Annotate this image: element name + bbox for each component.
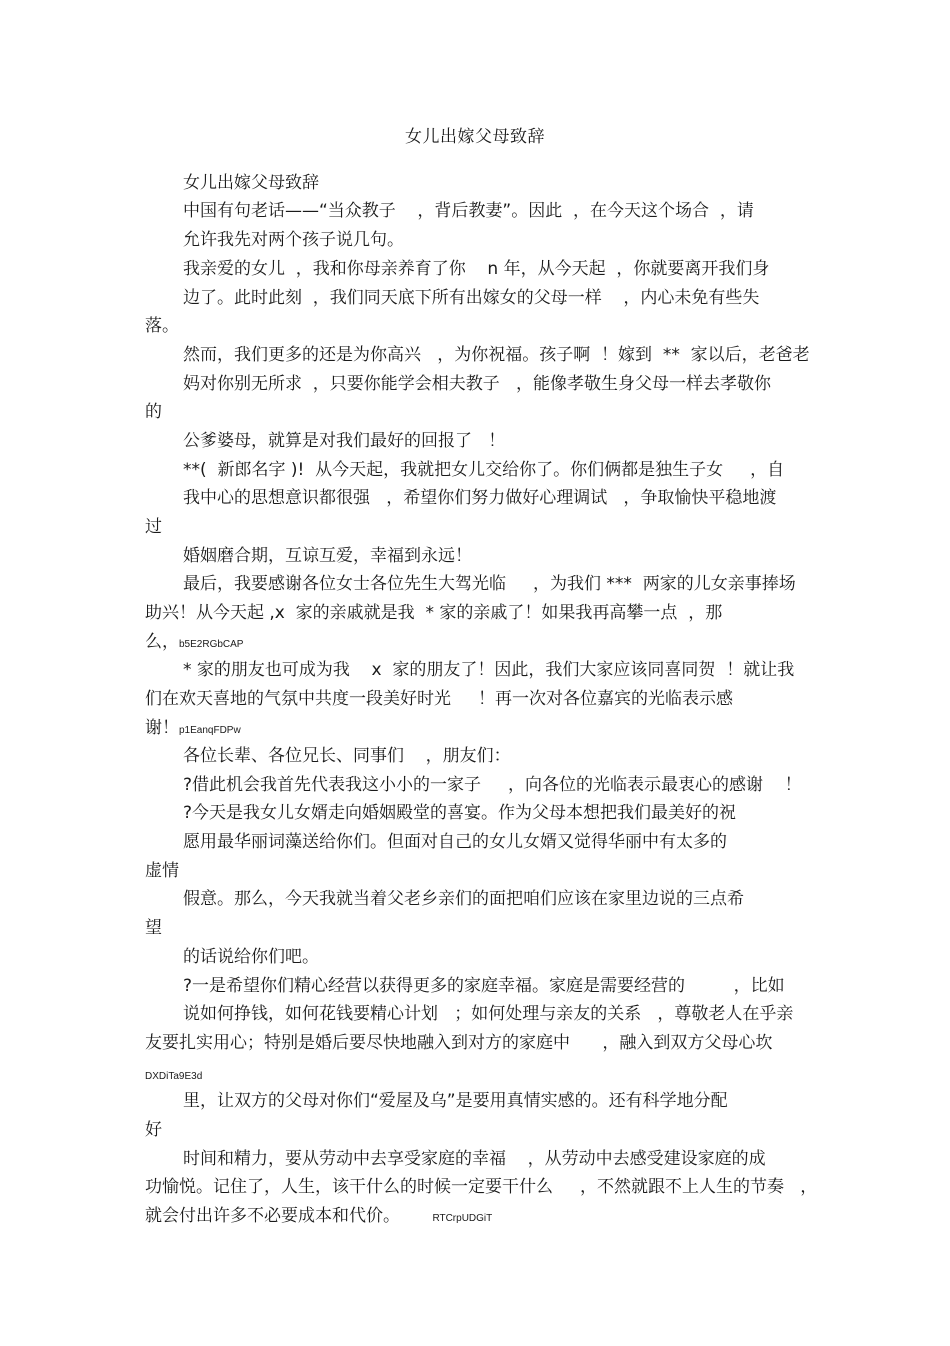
- text-line: 允许我先对两个孩子说几句。: [183, 230, 404, 250]
- watermark-code: b5E2RGbCAP: [179, 639, 244, 650]
- text-line: 功愉悦。记住了，人生，该干什么的时候一定要干什么 ，不然就跟不上人生的节奏 ，: [145, 1177, 818, 1197]
- text-line: 的话说给你们吧。: [183, 947, 319, 967]
- text-line: 时间和精力，要从劳动中去享受家庭的幸福 ，从劳动中去感受建设家庭的成: [183, 1149, 766, 1169]
- text-line: 女儿出嫁父母致辞: [183, 173, 319, 193]
- text-line: [145, 1063, 202, 1088]
- text-line: 虚情: [145, 861, 179, 881]
- text-line: 么，b5E2RGbCAP: [145, 632, 244, 652]
- text-line: 说如何挣钱，如何花钱要精心计划 ；如何处理与亲友的关系 ，尊敬老人在乎亲: [183, 1004, 794, 1024]
- text-line: 婚姻磨合期，互谅互爱，幸福到永远！: [183, 546, 472, 566]
- text-line: 好: [145, 1120, 162, 1140]
- text-line: 假意。那么，今天我就当着父老乡亲们的面把咱们应该在家里边说的三点希: [183, 889, 744, 909]
- text-line: 各位长辈、各位兄长、同事们 ，朋友们：: [183, 746, 511, 766]
- text-line: 们在欢天喜地的气氛中共度一段美好时光 ！再一次对各位嘉宾的光临表示感: [145, 689, 734, 709]
- document-title: 女儿出嫁父母致辞: [405, 127, 545, 147]
- text-line: 公爹婆母，就算是对我们最好的回报了 ！: [183, 431, 506, 451]
- watermark-code: DXDiTa9E3d: [145, 1071, 203, 1082]
- text-line: 望: [145, 918, 162, 938]
- text-line: ?借此机会我首先代表我这小小的一家子 ，向各位的光临表示最衷心的感谢 ！: [183, 775, 802, 795]
- text-line: 然而，我们更多的还是为你高兴 ，为你祝福。孩子啊 ！嫁到 ** 家以后，老爸老: [183, 345, 810, 365]
- text-line: 我亲爱的女儿 ，我和你母亲养育了你 n 年，从今天起 ，你就要离开我们身: [183, 259, 770, 279]
- text-line: 最后，我要感谢各位女士各位先生大驾光临 ，为我们 *** 两家的儿女亲事捧场: [183, 574, 796, 594]
- text-line: 边了。此时此刻 ，我们同天底下所有出嫁女的父母一样 ，内心未免有些失: [183, 288, 760, 308]
- text-line: 中国有句老话——“当众教子 ，背后教妻”。因此 ，在今天这个场合 ，请: [183, 201, 754, 221]
- text-line: 妈对你别无所求 ，只要你能学会相夫教子 ，能像孝敬生身父母一样去孝敬你: [183, 374, 772, 394]
- text-line: 落。: [145, 316, 179, 336]
- text-line: ?一是希望你们精心经营以获得更多的家庭幸福。家庭是需要经营的 ，比如: [183, 976, 785, 996]
- watermark-code: RTCrpUDGiT: [432, 1213, 493, 1224]
- text-line: 我中心的思想意识都很强 ，希望你们努力做好心理调试 ，争取愉快平稳地渡: [183, 488, 777, 508]
- text-line: * 家的朋友也可成为我 x 家的朋友了！因此，我们大家应该同喜同贺 ！就让我: [183, 660, 795, 680]
- text-line: **( 新郎名字 )! 从今天起，我就把女儿交给你了。你们俩都是独生子女 ，自: [183, 460, 785, 480]
- text-line: 助兴！从今天起 ,x 家的亲戚就是我 * 家的亲戚了！如果我再高攀一点 ，那: [145, 603, 723, 623]
- text-line: 愿用最华丽词藻送给你们。但面对自己的女儿女婿又觉得华丽中有太多的: [183, 832, 727, 852]
- text-line: ?今天是我女儿女婿走向婚姻殿堂的喜宴。作为父母本想把我们最美好的祝: [183, 803, 737, 823]
- text-line: 友要扎实用心；特别是婚后要尽快地融入到对方的家庭中 ，融入到双方父母心坎: [145, 1033, 773, 1053]
- text-line: 过: [145, 517, 162, 537]
- text-line: 就会付出许多不必要成本和代价。 RTCrpUDGiT: [145, 1206, 493, 1226]
- watermark-code: p1EanqFDPw: [179, 725, 241, 736]
- text-line: 谢！p1EanqFDPw: [145, 718, 241, 738]
- text-line: 里，让双方的父母对你们“爱屋及乌”是要用真情实感的。还有科学地分配: [183, 1091, 728, 1111]
- text-line: 的: [145, 402, 162, 422]
